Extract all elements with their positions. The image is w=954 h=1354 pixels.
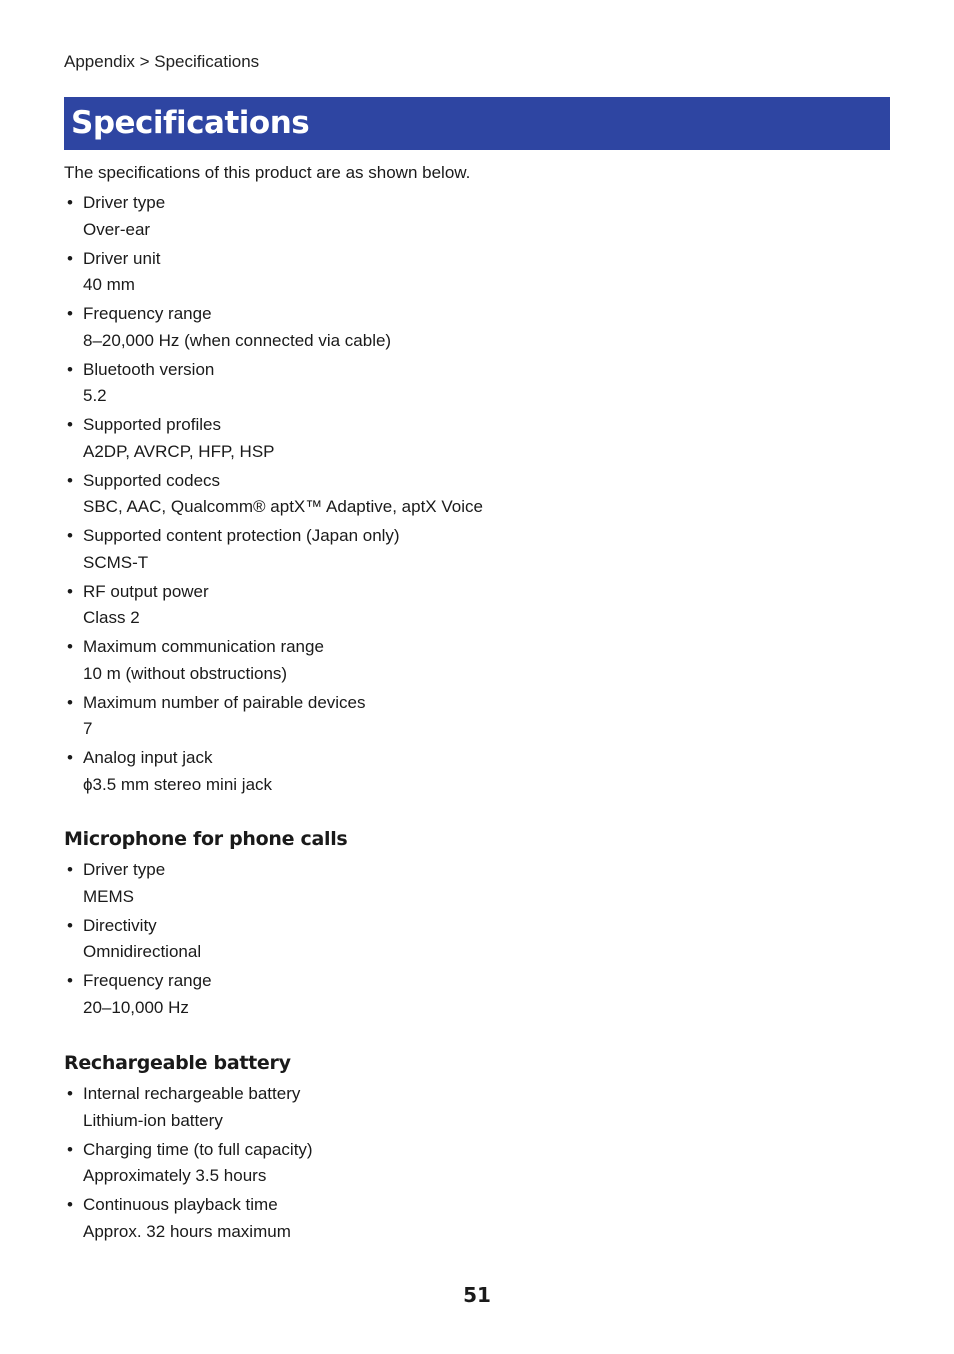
page-number: 51 [463, 1283, 491, 1307]
spec-item [64, 968, 884, 1021]
bullet-icon: • [67, 1195, 73, 1214]
spec-item [64, 913, 884, 966]
spec-label: Bluetooth version [83, 359, 215, 379]
bullet-icon: • [67, 193, 73, 212]
spec-label: RF output power [83, 581, 209, 601]
spec-item [64, 523, 884, 576]
page-title: Specifications [71, 105, 310, 141]
spec-label: Maximum communication range [83, 637, 324, 656]
bullet-icon: • [67, 470, 73, 490]
spec-label: Driver unit [83, 248, 161, 268]
microphone-spec-list [64, 857, 884, 1024]
breadcrumb: Appendix > Specifications [64, 52, 260, 71]
bullet-icon: • [67, 748, 73, 767]
bullet-icon: • [67, 304, 73, 323]
spec-value: 8–20,000 Hz (when connected via cable) [83, 330, 392, 350]
battery-spec-list [64, 1081, 884, 1248]
bullet-icon: • [67, 1084, 73, 1103]
spec-item [64, 357, 884, 410]
spec-item [64, 1081, 884, 1134]
spec-value: MEMS [83, 886, 134, 906]
spec-label: Internal rechargeable battery [83, 1084, 301, 1103]
spec-item [64, 301, 884, 354]
spec-value: ϕ3.5 mm stereo mini jack [83, 774, 273, 794]
bullet-icon: • [67, 526, 73, 545]
section-heading-battery: Rechargeable battery [64, 1052, 291, 1074]
spec-value: Approx. 32 hours maximum [83, 1221, 291, 1241]
bullet-icon: • [67, 637, 73, 656]
spec-label: Supported codecs [83, 470, 221, 490]
bullet-icon: • [67, 581, 73, 601]
intro-text: The specifications of this product are as shown below. [64, 163, 471, 182]
spec-label: Driver type [83, 193, 166, 212]
bullet-icon: • [67, 359, 73, 379]
bullet-icon: • [67, 915, 73, 935]
spec-value: 10 m (without obstructions) [83, 663, 288, 683]
bullet-icon: • [67, 971, 73, 990]
spec-item [64, 745, 884, 798]
spec-label: Continuous playback time [83, 1195, 278, 1214]
spec-item [64, 468, 884, 521]
spec-item [64, 1137, 884, 1190]
spec-label: Maximum number of pairable devices [83, 692, 366, 712]
spec-label: Directivity [83, 915, 157, 935]
spec-value: A2DP, AVRCP, HFP, HSP [83, 441, 275, 461]
spec-label: Frequency range [83, 304, 212, 323]
spec-value: 20–10,000 Hz [83, 997, 189, 1017]
bullet-icon: • [67, 248, 73, 268]
spec-label: Supported profiles [83, 415, 221, 434]
spec-value: Class 2 [83, 608, 140, 627]
bullet-icon: • [67, 415, 73, 434]
main-spec-list [64, 190, 884, 801]
spec-value: 40 mm [83, 275, 135, 294]
bullet-icon: • [67, 1139, 73, 1159]
spec-value: Omnidirectional [83, 942, 202, 961]
bullet-icon: • [67, 692, 73, 712]
spec-item [64, 246, 884, 299]
spec-label: Frequency range [83, 971, 212, 990]
spec-value: SBC, AAC, Qualcomm® aptX™ Adaptive, aptX Voice [83, 497, 483, 516]
spec-label: Supported content protection (Japan only) [83, 526, 400, 545]
title-bar [64, 97, 890, 150]
spec-item [64, 634, 884, 687]
spec-item [64, 412, 884, 465]
spec-label: Analog input jack [83, 748, 213, 767]
spec-value: 7 [83, 719, 93, 738]
section-heading-microphone: Microphone for phone calls [64, 828, 348, 850]
spec-value: SCMS-T [83, 552, 149, 572]
spec-item [64, 857, 884, 910]
spec-label: Charging time (to full capacity) [83, 1139, 313, 1159]
spec-value: Approximately 3.5 hours [83, 1166, 267, 1185]
spec-item [64, 190, 884, 243]
spec-value: 5.2 [83, 386, 107, 405]
spec-item [64, 579, 884, 632]
spec-value: Over-ear [83, 219, 151, 239]
spec-value: Lithium-ion battery [83, 1110, 223, 1130]
spec-item [64, 1192, 884, 1245]
spec-label: Driver type [83, 860, 166, 879]
spec-item [64, 690, 884, 743]
bullet-icon: • [67, 860, 73, 879]
